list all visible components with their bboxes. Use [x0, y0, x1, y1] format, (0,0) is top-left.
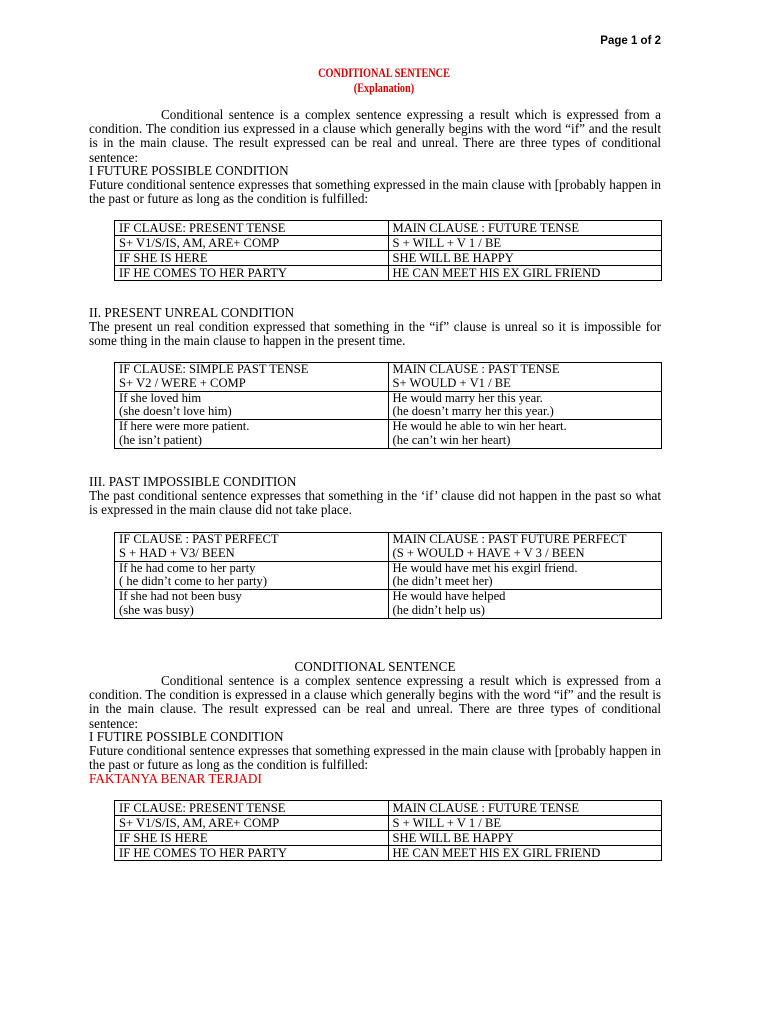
if-clause-cell: If she loved him (she doesn’t love him) [115, 391, 389, 420]
table-row [115, 420, 662, 449]
repeat-heading: CONDITIONAL SENTENCE [294, 659, 456, 674]
if-clause-cell: If she had not been busy (she was busy) [115, 590, 389, 619]
main-clause-cell: MAIN CLAUSE : FUTURE TENSE [388, 221, 662, 236]
title-line-2: (Explanation) [353, 81, 415, 95]
section3-text: The past conditional sentence expresses that something in the ‘if’ clause did not happen in the past so what is expressed in the main clause did not take place. [89, 488, 661, 518]
if-clause-cell: If here were more patient. (he isn’t patient) [115, 420, 389, 449]
intro-paragraph: Conditional sentence is a complex sentence expressing a result which is expressed from a condition. The condition ius expressed in a clause which generally begins with the word “if” and the result is in the main clause. The result expressed can be real and unreal. There are three types of conditional sentence: [89, 107, 661, 165]
if-clause-cell: IF CLAUSE : PAST PERFECT S + HAD + V3/ BEEN [115, 533, 389, 562]
section3-table [114, 532, 662, 619]
main-clause-cell: He would marry her this year. (he doesn’t marry her this year.) [388, 391, 662, 420]
section2-heading: II. PRESENT UNREAL CONDITION [89, 305, 295, 320]
main-clause-cell: S + WILL + V 1 / BE [388, 816, 662, 831]
table-row [115, 221, 662, 236]
section1-text: Future conditional sentence expresses that something expressed in the main clause with [probably happen in the past or future as long as the condition is fulfilled: [89, 177, 661, 207]
repeat-text: Future conditional sentence expresses that something expressed in the main clause with [probably happen in the past or future as long as the condition is fulfilled: [89, 743, 661, 773]
section3-heading: III. PAST IMPOSSIBLE CONDITION [89, 474, 297, 489]
main-clause-cell: He would he able to win her heart. (he can’t win her heart) [388, 420, 662, 449]
table-row [115, 266, 662, 281]
table-row [115, 561, 662, 590]
page-number: Page 1 of 2 [600, 35, 661, 47]
table-row [115, 590, 662, 619]
if-clause-cell: IF CLAUSE: PRESENT TENSE [115, 221, 389, 236]
if-clause-cell: IF CLAUSE: PRESENT TENSE [115, 801, 389, 816]
if-clause-cell: IF HE COMES TO HER PARTY [115, 846, 389, 861]
if-clause-cell: S+ V1/S/IS, AM, ARE+ COMP [115, 816, 389, 831]
main-clause-cell: HE CAN MEET HIS EX GIRL FRIEND [388, 846, 662, 861]
if-clause-cell: S+ V1/S/IS, AM, ARE+ COMP [115, 236, 389, 251]
section1-table [114, 220, 662, 281]
table-row [115, 363, 662, 392]
main-clause-cell: MAIN CLAUSE : PAST TENSE S+ WOULD + V1 / BE [388, 363, 662, 392]
if-clause-cell: If he had come to her party ( he didn’t come to her party) [115, 561, 389, 590]
table-row [115, 816, 662, 831]
table-row [115, 236, 662, 251]
main-clause-cell: MAIN CLAUSE : FUTURE TENSE [388, 801, 662, 816]
main-clause-cell: MAIN CLAUSE : PAST FUTURE PERFECT (S + WOULD + HAVE + V 3 / BEEN [388, 533, 662, 562]
main-clause-cell: He would have met his exgirl friend. (he didn’t meet her) [388, 561, 662, 590]
section1-heading: I FUTURE POSSIBLE CONDITION [89, 163, 289, 178]
table-row [115, 533, 662, 562]
main-clause-cell: SHE WILL BE HAPPY [388, 831, 662, 846]
if-clause-cell: IF CLAUSE: SIMPLE PAST TENSE S+ V2 / WERE + COMP [115, 363, 389, 392]
main-clause-cell: HE CAN MEET HIS EX GIRL FRIEND [388, 266, 662, 281]
table-row [115, 801, 662, 816]
repeat-table [114, 800, 662, 861]
repeat-intro: Conditional sentence is a complex sentence expressing a result which is expressed from a condition. The condition is expressed in a clause which generally begins with the word “if” and the result is in the main clause. The result expressed can be real and unreal. There are three types of conditional sentence: [89, 673, 661, 731]
table-row [115, 391, 662, 420]
main-clause-cell: He would have helped (he didn’t help us) [388, 590, 662, 619]
table-row [115, 251, 662, 266]
main-clause-cell: S + WILL + V 1 / BE [388, 236, 662, 251]
title-line-1: CONDITIONAL SENTENCE [318, 66, 450, 80]
if-clause-cell: IF HE COMES TO HER PARTY [115, 266, 389, 281]
table-row [115, 846, 662, 861]
if-clause-cell: IF SHE IS HERE [115, 831, 389, 846]
section2-text: The present un real condition expressed that something in the “if” clause is unreal so it is impossible for some thing in the main clause to happen in the present time. [89, 319, 661, 349]
repeat-subheading: I FUTIRE POSSIBLE CONDITION [89, 729, 284, 744]
if-clause-cell: IF SHE IS HERE [115, 251, 389, 266]
section2-table [114, 362, 662, 449]
repeat-note: FAKTANYA BENAR TERJADI [89, 771, 262, 786]
table-row [115, 831, 662, 846]
main-clause-cell: SHE WILL BE HAPPY [388, 251, 662, 266]
